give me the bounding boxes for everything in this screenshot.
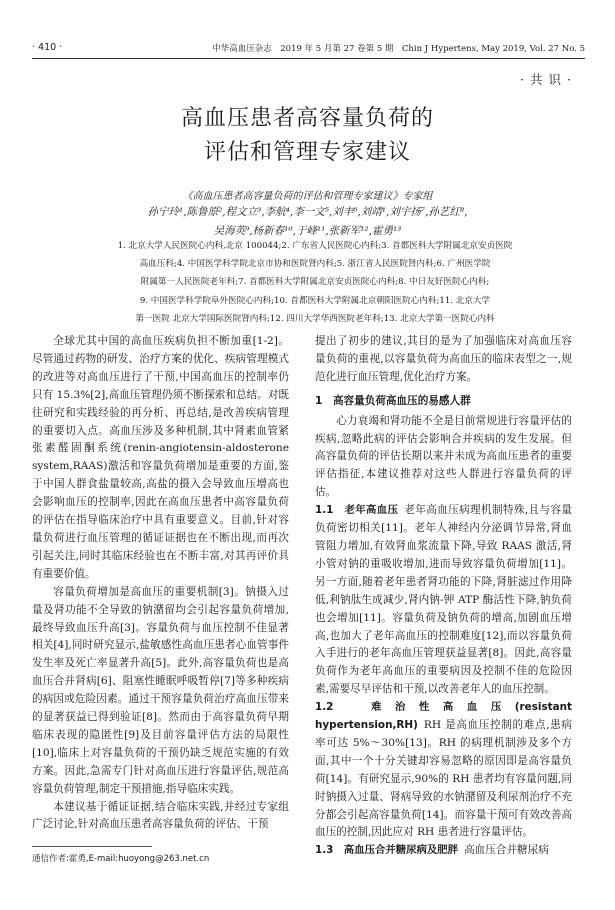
left-column [32, 333, 289, 834]
subsection-text: 高血压合并糖尿病 [464, 844, 549, 857]
subsection-1-2 [315, 699, 572, 842]
subsection-text: RH 是高血压控制的难点,患病率可达 5%～30%[13]。RH 的病理机制涉及多个方面,其中一个十分关键却容易忽略的原因即是高容量负荷[14]。有研究显示,90%的 RH 患者均有容量问题,同时钠摄入过量、肾病导致的水钠潴留及利尿剂治疗不充分都会引起高容量负荷[14]。而容量干预可有效改善高血压的控制,因此应对 RH 患者进行容量评估。 [315, 719, 572, 839]
right-column [315, 333, 572, 860]
footnote-rule [32, 846, 152, 847]
intro-paragraph: 本建议基于循证证据,结合临床实践,并经过专家组广泛讨论,针对高血压患者高容量负荷的评估、干预 [32, 800, 289, 831]
header-rule [32, 58, 585, 59]
title-line-2: 评估和管理专家建议 [203, 140, 411, 165]
authors-line-1: 孙宁玲¹,陈鲁原²,程文立³,李航⁴,李一文⁵,刘丰⁶,刘靖¹,刘宇扬⁷,孙艺红⁸, [147, 206, 468, 218]
section-paragraph: 心力衰竭和肾功能不全是目前常规进行容量评估的疾病,忽略此病的评估会影响合并疾病的发生发展。但高容量负荷的评估长期以来并未成为高血压患者的重要评估指征,本建议推荐对这些人群进行容量负荷的评估。 [315, 414, 572, 499]
article-title [0, 102, 615, 170]
page-number: · 410 · [32, 42, 63, 53]
section-tag: ·共识· [520, 72, 577, 87]
subsection-1-1 [315, 502, 572, 699]
affiliation-line: 第一医院 北京大学国际医院肾内科;12. 四川大学华西医院老年科;13. 北京大学第一医院心内科 [135, 313, 495, 324]
affiliation-line: 高血压科;4. 中国医学科学院北京市协和医院肾内科;5. 浙江省人民医院肾内科;6. 广州医学院 [139, 259, 491, 270]
subsection-heading: 1.2 难治性高血压(resistant hypertension,RH) [315, 701, 572, 732]
intro-paragraph-continued: 提出了初步的建议,其目的是为了加强临床对高血压容量负荷的重视,以容量负荷为高血压的临床表型之一,规范化进行血压管理,优化治疗方案。 [315, 335, 572, 383]
affiliation-line: 附属第一人民医院老年科;7. 首都医科大学附属北京安贞医院心内科;8. 中日友好医院心内科; [140, 277, 490, 288]
corresponding-author: 通信作者:霍勇,E-mail:huoyong@263.net.cn [32, 854, 210, 864]
subsection-heading: 1.1 老年高血压 [315, 504, 399, 517]
intro-paragraph: 全球尤其中国的高血压疾病负担不断加重[1-2]。尽管通过药物的研发、治疗方案的优化、疾病管理模式的改进等对高血压进行了干预,中国高血压的控制率仍只有 15.3%[2],高血压管理仍须不断探索和总结。对既往研究和实践经验的再分析、再总结,是改善疾病管理的重要切入点。高血压涉及多种机制,其中肾素血管紧张素醛固酮系统(renin-angiotensin-aldosterone system,RAAS)激活和容量负荷增加是重要的方面,鉴于中国人群食盐量较高,高盐的摄入会导致血压增高也会影响血压的控制率,因此在高血压患者中高容量负荷的评估在指导临床治疗中具有重要意义。目前,针对容量负荷进行血压管理的循证证据也在不断出现,而再次引起关注,同时其临床经验也在不断丰富,对其再评价具有重要价值。 [32, 335, 289, 580]
expert-group: 《高血压患者高容量负荷的评估和管理专家建议》专家组 [182, 191, 433, 202]
subsection-heading: 1.3 高血压合并糖尿病及肥胖 [315, 844, 459, 857]
subsection-text: 老年高血压病理机制特殊,且与容量负荷密切相关[11]。老年人神经内分泌调节异常,肾血管阻力增加,有效肾血浆流量下降,导致 RAAS 激活,肾小管对钠的重吸收增加,进而导致容量负荷增加[11]。另一方面,随着老年患者肾功能的下降,肾脏滤过作用降低,利钠肽生成减少,肾内钠-钾 ATP 酶活性下降,钠负荷也会增加[11]。容量负荷及钠负荷的增高,加剧血压增高,也加大了老年高血压的控制难度[12],而以容量负荷入手进行的老年高血压管理获益显著[8]。因此,高容量负荷作为老年高血压的重要病因及控制不佳的危险因素,需要尽早评估和干预,以改善老年人的血压控制。 [315, 504, 573, 696]
running-header [32, 40, 585, 56]
affiliation-line: 9. 中国医学科学院阜外医院心内科;10. 首都医科大学附属北京朝阳医院心内科;11. 北京大学 [139, 295, 491, 306]
author-list [90, 203, 525, 241]
journal-citation: 中华高血压杂志 2019 年 5 月第 27 卷第 5 期 Chin J Hypertens, May 2019, Vol. 27 No. 5 [212, 44, 585, 54]
subsection-1-3 [315, 842, 572, 860]
title-line-1: 高血压患者高容量负荷的 [180, 106, 434, 131]
affiliations [70, 237, 560, 328]
authors-line-2: 吴海英⁹,杨新春¹⁰,于峰¹¹,张新军¹²,霍勇¹³ [213, 225, 402, 237]
affiliation-line: 1. 北京大学人民医院心内科,北京 100044;2. 广东省人民医院心内科;3. 首都医科大学附属北京安贞医院 [117, 241, 513, 251]
intro-paragraph: 容量负荷增加是高血压的重要机制[3]。钠摄入过量及肾功能不全导致的钠潴留均会引起容量负荷增加,最终导致血压升高[3]。容量负荷与血压控制不佳显著相关[4],同时研究显示,盐敏感性高血压患者心血管事件发生率及死亡率显著升高[5]。此外,高容量负荷也是高血压合并肾病[6]、阻塞性睡眠呼吸暂停[7]等多种疾病的病因或危险因素。通过干预容量负荷治疗高血压带来的显著获益已得到验证[8]。然而由于高容量负荷早期临床表现的隐匿性[9]及目前容量评估方法的局限性[10],临床上对容量负荷的干预仍缺乏规范实施的有效方案。因此,急需专门针对高血压进行容量评估,规范高容量负荷管理,制定干预措施,指导临床实践。 [32, 585, 289, 795]
section-heading-1: 1 高容量负荷高血压的易感人群 [315, 394, 471, 407]
